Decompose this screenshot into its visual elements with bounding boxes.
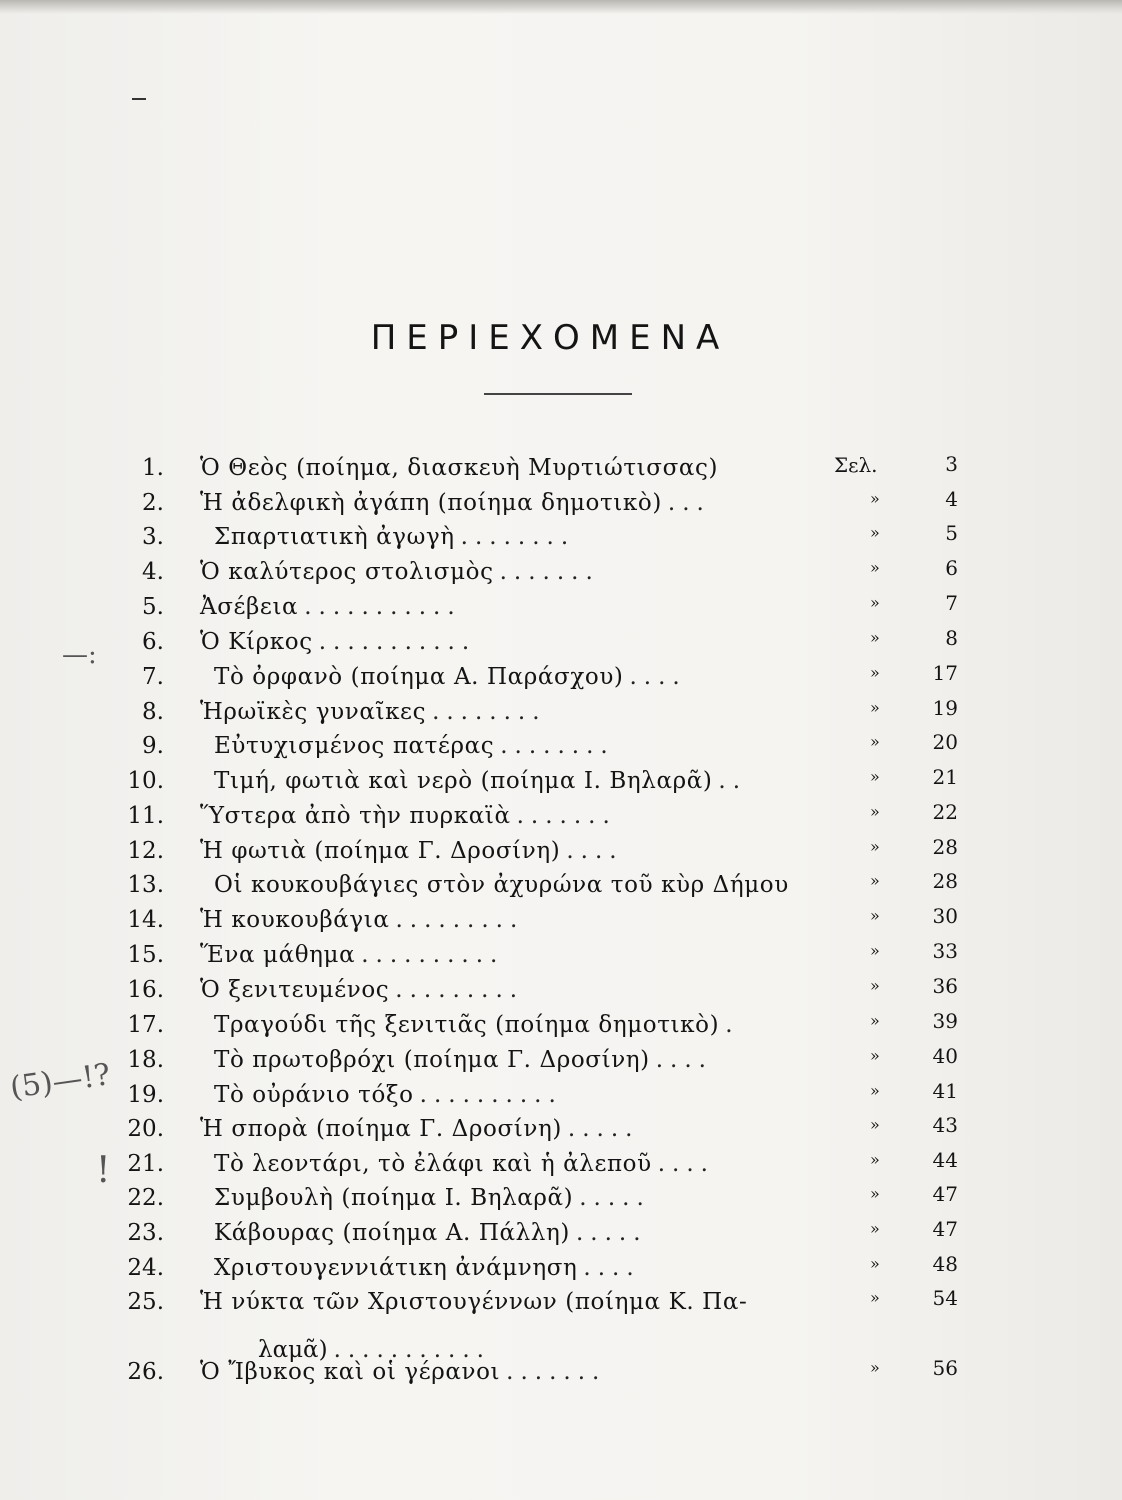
entry-page-number: 28 [932,869,958,893]
entry-number: 15. [127,942,164,968]
entry-number: 23. [127,1220,164,1246]
toc-entry [0,799,1122,833]
entry-title-text: Τὸ οὐράνιο τόξο [214,1082,414,1108]
ink-dash-mark [132,98,146,100]
ditto-mark: » [870,1358,880,1377]
ditto-mark: » [870,663,880,682]
entry-page-number: 41 [932,1079,958,1103]
entry-page-number: 54 [932,1286,958,1310]
toc-entry [0,695,1122,729]
ditto-mark: » [870,489,880,508]
toc-entry [0,1285,1122,1319]
entry-title-text: Ἡ σπορὰ (ποίημα Γ. Δροσίνη) [200,1116,562,1142]
scan-top-edge [0,0,1122,14]
ditto-mark: » [870,1254,880,1273]
entry-title [200,451,724,485]
entry-title [214,1216,648,1250]
entry-page-number: 21 [932,765,958,789]
entry-page-number: 5 [945,521,958,545]
toc-entry [0,729,1122,763]
entry-title [200,834,624,868]
ditto-mark: » [870,1184,880,1203]
entry-page-number: 8 [945,626,958,650]
ditto-mark: » [870,628,880,647]
toc-entry [0,451,1122,485]
toc-entry [0,1147,1122,1181]
entry-leader-dots: .......... [419,1082,563,1108]
entry-number: 1. [142,455,164,481]
ditto-mark: » [870,976,880,995]
entry-number: 18. [127,1047,164,1073]
ditto-mark: » [870,941,880,960]
toc-entry [0,973,1122,1007]
page-column-label: Σελ. [834,453,878,477]
entry-number: 24. [127,1255,164,1281]
entry-title-text: Ἡ νύκτα τῶν Χριστουγέννων (ποίημα Κ. Πα- [200,1289,748,1315]
ditto-mark: » [870,593,880,612]
entry-leader-dots: ....... [516,803,617,829]
entry-number: 16. [127,977,164,1003]
entry-title [200,903,524,937]
entry-number: 11. [127,803,164,829]
entry-title-text: Ἡ κουκουβάγια [200,907,390,933]
entry-page-number: 39 [932,1009,958,1033]
entry-title-text: Ὁ ξενιτευμένος [200,977,390,1003]
toc-entry [0,903,1122,937]
entry-title [200,625,476,659]
entry-title-text: Τὸ πρωτοβρόχι (ποίημα Γ. Δροσίνη) [214,1047,650,1073]
entry-leader-dots: ....... [499,559,600,585]
entry-leader-dots: ....... [506,1359,607,1385]
ditto-mark: » [870,1011,880,1030]
margin-mark-upper: —: [62,640,97,670]
entry-title-text: Τραγούδι τῆς ξενιτιᾶς (ποίημα δημοτικὸ) [214,1012,720,1038]
entry-title-text: Σπαρτιατικὴ ἀγωγὴ [214,524,455,550]
entry-leader-dots: .... [657,1151,715,1177]
ditto-mark: » [870,523,880,542]
entry-page-number: 6 [945,556,958,580]
margin-mark-exclamation: ! [96,1150,111,1191]
ditto-mark: » [870,871,880,890]
ditto-mark: » [870,698,880,717]
entry-number: 21. [127,1151,164,1177]
entry-title-text: Ὁ Κίρκος [200,629,313,655]
entry-title [214,660,687,694]
entry-title [214,1008,740,1042]
entry-title-text: Τιμή, φωτιὰ καὶ νερὸ (ποίημα Ι. Βηλαρᾶ) [214,768,713,794]
margin-mark-handwritten: (5)—!? [8,1057,113,1106]
entry-number: 4. [142,559,164,585]
toc-entry [0,1078,1122,1112]
entry-title-text: Τὸ λεοντάρι, τὸ ἐλάφι καὶ ἡ ἀλεποῦ [214,1151,652,1177]
entry-title-text: Ὁ Ἴβυκος καὶ οἱ γέρανοι [200,1359,501,1385]
toc-entry [0,868,1122,902]
toc-entry [0,938,1122,972]
entry-page-number: 40 [932,1044,958,1068]
entry-title [200,1285,753,1319]
entry-number: 5. [142,594,164,620]
toc-entry [0,1251,1122,1285]
ditto-mark: » [870,906,880,925]
entry-title [200,590,462,624]
entry-number: 8. [142,699,164,725]
entry-leader-dots [718,455,724,481]
entry-page-number: 17 [932,661,958,685]
toc-entry [0,764,1122,798]
entry-page-number: 47 [932,1217,958,1241]
toc-entry [0,1355,1122,1389]
entry-number: 7. [142,664,164,690]
entry-title-text: Ἡ φωτιὰ (ποίημα Γ. Δροσίνη) [200,838,561,864]
continuation-text: λαμᾶ) [258,1337,328,1363]
toc-entry [0,486,1122,520]
ditto-mark: » [870,1046,880,1065]
entry-page-number: 47 [932,1182,958,1206]
entry-leader-dots: .... [655,1047,713,1073]
ditto-mark: » [870,558,880,577]
entry-page-number: 30 [932,904,958,928]
entry-leader-dots: .. [718,768,748,794]
entry-25-continuation [258,1333,491,1367]
entry-leader-dots: ..... [579,1185,651,1211]
toc-entry [0,625,1122,659]
continuation-leader: ........... [333,1337,491,1363]
entry-page-number: 33 [932,939,958,963]
entry-title-text: Χριστουγεννιάτικη ἀνάμνηση [214,1255,578,1281]
entry-number: 14. [127,907,164,933]
entry-page-number: 36 [932,974,958,998]
entry-leader-dots: .... [629,664,687,690]
entry-title [214,1043,713,1077]
entry-page-number: 3 [945,452,958,476]
toc-entry [0,1181,1122,1215]
entry-leader-dots: .... [566,838,624,864]
entry-title-text: Ἀσέβεια [200,594,299,620]
entry-title-text: Ἡρωϊκὲς γυναῖκες [200,699,427,725]
ditto-mark: » [870,1115,880,1134]
entry-leader-dots: .......... [361,942,505,968]
ditto-mark: » [870,1288,880,1307]
entry-title-text: Ἕνα μάθημα [200,942,356,968]
ditto-mark: » [870,1081,880,1100]
entry-title [200,555,600,589]
entry-title [214,868,795,902]
entry-page-number: 4 [945,487,958,511]
entry-number: 26. [127,1359,164,1385]
entry-page-number: 20 [932,730,958,754]
entry-title [214,729,615,763]
entry-page-number: 56 [932,1356,958,1380]
entry-number: 19. [127,1082,164,1108]
entry-title [214,1181,651,1215]
toc-entry [0,1008,1122,1042]
entry-leader-dots: ........... [304,594,462,620]
entry-number: 20. [127,1116,164,1142]
entry-page-number: 19 [932,696,958,720]
entry-page-number: 7 [945,591,958,615]
entry-title [200,938,504,972]
entry-number: 13. [127,872,164,898]
entry-title [200,695,547,729]
entry-page-number: 28 [932,835,958,859]
entry-page-number: 48 [932,1252,958,1276]
entry-title [200,973,524,1007]
entry-number: 17. [127,1012,164,1038]
page-title: ΠΕΡΙΕΧΟΜΕΝΑ [370,318,730,358]
entry-title [214,1251,641,1285]
entry-title [214,520,575,554]
entry-number: 2. [142,490,164,516]
entry-leader-dots: ........ [432,699,547,725]
entry-number: 9. [142,733,164,759]
entry-page-number: 44 [932,1148,958,1172]
entry-title-text: Συμβουλὴ (ποίημα Ι. Βηλαρᾶ) [214,1185,574,1211]
entry-leader-dots: ........... [318,629,477,655]
entry-leader-dots: ..... [567,1116,640,1142]
entry-title [214,1147,715,1181]
entry-page-number: 22 [932,800,958,824]
entry-number: 22. [127,1185,164,1211]
entry-number: 10. [127,768,164,794]
entry-leader-dots: . [725,1012,740,1038]
entry-title [200,486,711,520]
entry-leader-dots: ..... [575,1220,648,1246]
ditto-mark: » [870,767,880,786]
ditto-mark: » [870,802,880,821]
title-underline [484,393,632,395]
toc-entry [0,520,1122,554]
toc-entry [0,590,1122,624]
entry-leader-dots [789,872,795,898]
entry-title [200,1112,639,1146]
entry-title [200,799,617,833]
entry-leader-dots: ........ [500,733,615,759]
entry-title-text: Εὐτυχισμένος πατέρας [214,733,495,759]
ditto-mark: » [870,837,880,856]
ditto-mark: » [870,1150,880,1169]
entry-title-text: Τὸ ὀρφανὸ (ποίημα Α. Παράσχου) [214,664,624,690]
entry-number: 25. [127,1289,164,1315]
ditto-mark: » [870,732,880,751]
entry-title-text: Ὁ Θεὸς (ποίημα, διασκευὴ Μυρτιώτισσας) [200,455,719,481]
entry-title [214,764,747,798]
ditto-mark: » [870,1219,880,1238]
entry-leader-dots: ......... [395,977,525,1003]
entry-title [214,1078,563,1112]
entry-title-text: Ὕστερα ἀπὸ τὴν πυρκαϊὰ [200,803,511,829]
entry-leader-dots: ... [667,490,711,516]
entry-leader-dots [747,1289,753,1315]
toc-entry [0,660,1122,694]
toc-entry [0,1112,1122,1146]
toc-entry [0,834,1122,868]
entry-leader-dots: .... [583,1255,641,1281]
entry-number: 6. [142,629,164,655]
entry-number: 12. [127,838,164,864]
entry-title-text: Ὁ καλύτερος στολισμὸς [200,559,494,585]
entry-number: 3. [142,524,164,550]
entry-title-text: Ἡ ἀδελφικὴ ἀγάπη (ποίημα δημοτικὸ) [200,490,662,516]
entry-leader-dots: ........ [460,524,576,550]
entry-title-text: Κάβουρας (ποίημα Α. Πάλλη) [214,1220,570,1246]
toc-entry [0,1043,1122,1077]
toc-entry [0,1216,1122,1250]
entry-title-text: Οἱ κουκουβάγιες στὸν ἀχυρώνα τοῦ κὺρ Δήμου [214,872,789,898]
toc-entry [0,555,1122,589]
entry-page-number: 43 [932,1113,958,1137]
entry-leader-dots: ......... [395,907,525,933]
